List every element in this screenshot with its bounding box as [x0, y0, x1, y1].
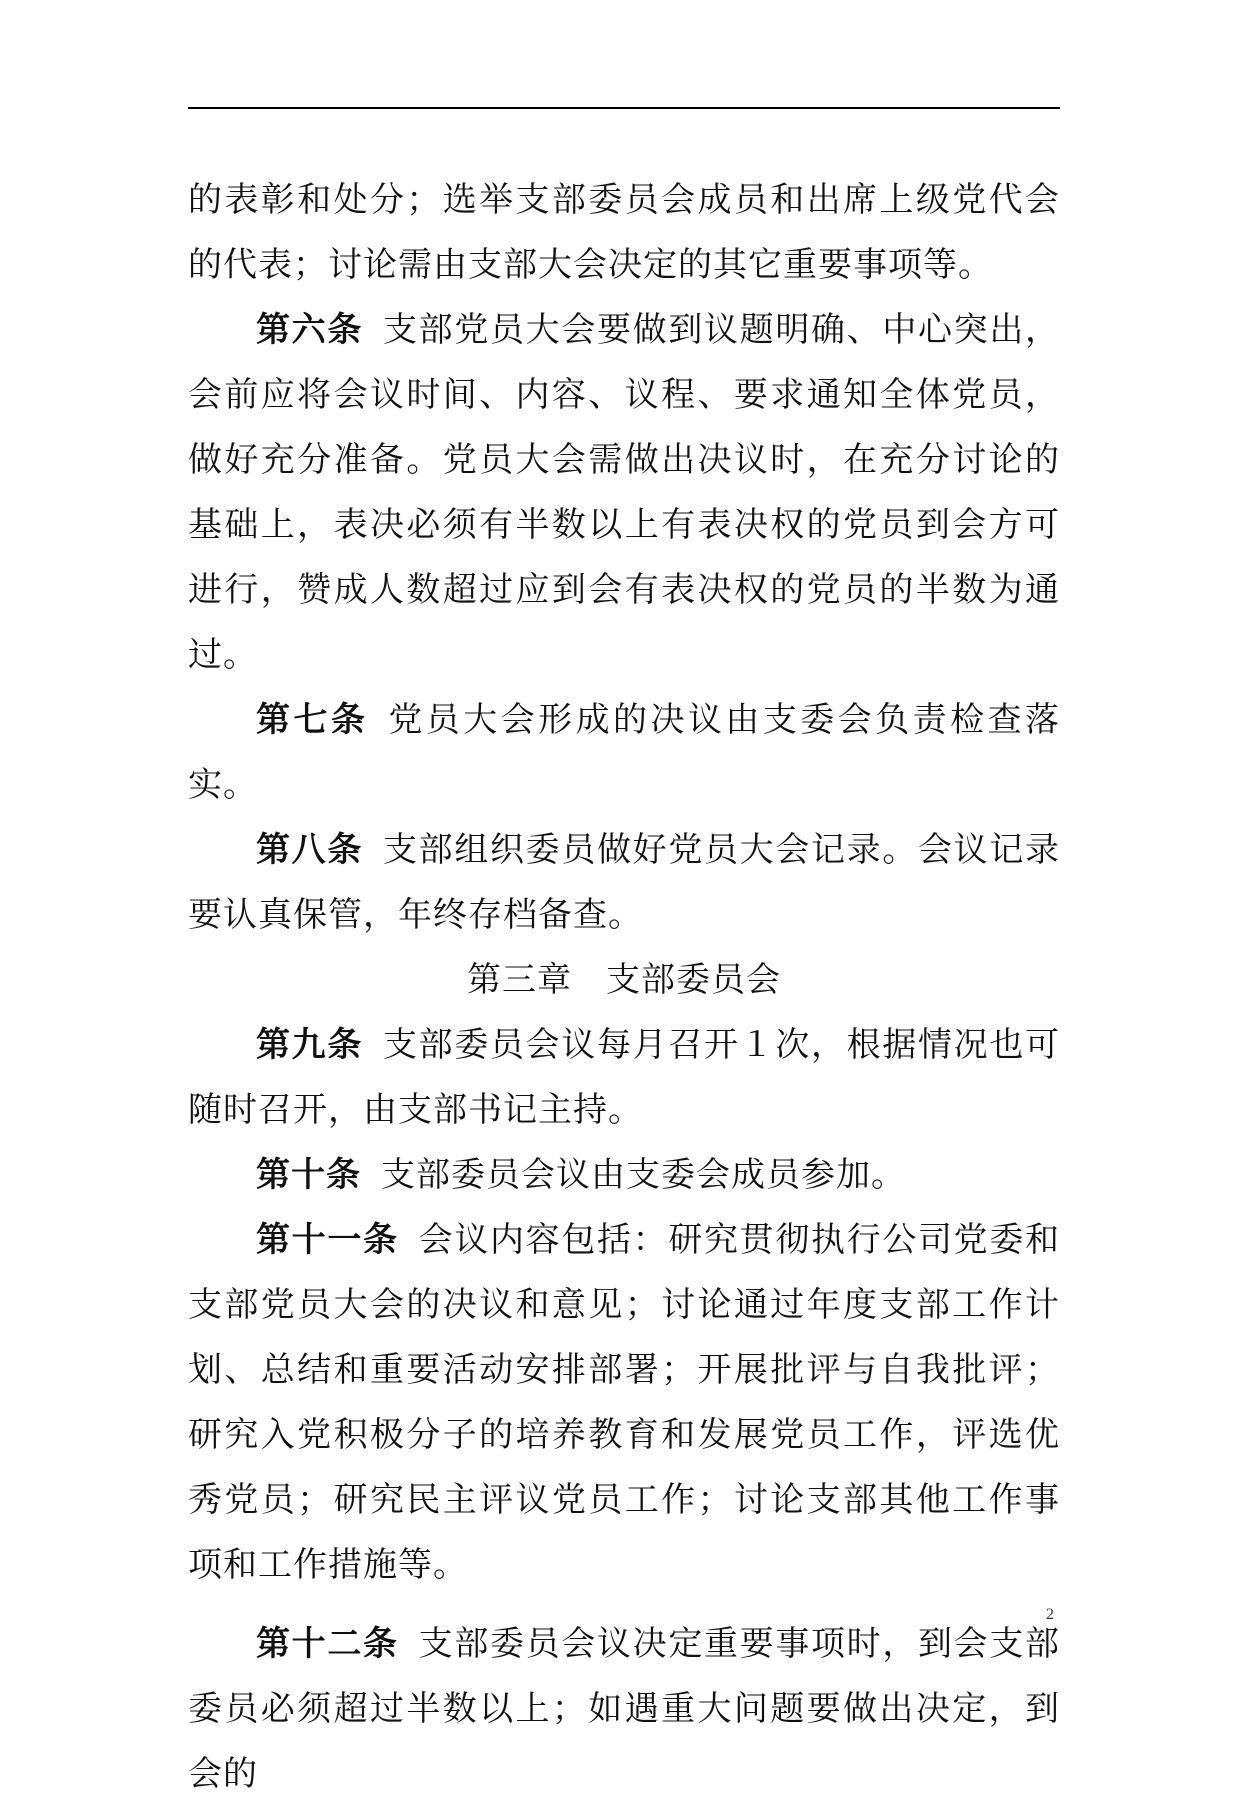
article-10	[188, 1143, 1060, 1208]
article-number: 第十二条	[256, 1624, 399, 1664]
article-6	[188, 298, 1060, 688]
article-9	[188, 1013, 1060, 1143]
article-number: 第七条	[256, 700, 369, 740]
header-rule	[188, 107, 1060, 109]
article-12	[188, 1612, 1060, 1807]
article-number: 第六条	[256, 310, 363, 350]
continuation-paragraph: 的表彰和处分；选举支部委员会成员和出席上级党代会的代表；讨论需由支部大会决定的其它重要事项等。	[188, 180, 1060, 285]
chapter-heading	[188, 948, 1060, 1013]
article-number: 第八条	[256, 830, 363, 870]
article-text: 会议内容包括：研究贯彻执行公司党委和支部党员大会的决议和意见；讨论通过年度支部工作计划、总结和重要活动安排部署；开展批评与自我批评；研究入党积极分子的培养教育和发展党员工作，评选优秀党员；研究民主评议党员工作；讨论支部其他工作事项和工作措施等。	[188, 1220, 1061, 1585]
chapter-number: 第三章	[467, 960, 572, 1000]
article-text: 党员大会形成的决议由支委会负责检查落实。	[188, 700, 1061, 805]
article-text: 支部委员会议决定重要事项时，到会支部委员必须超过半数以上；如遇重大问题要做出决定，到会的	[188, 1624, 1061, 1794]
article-number: 第九条	[256, 1025, 363, 1065]
page-number: 2	[1046, 1606, 1054, 1623]
article-number: 第十条	[256, 1155, 361, 1195]
article-text: 支部委员会议由支委会成员参加。	[381, 1155, 906, 1195]
article-7	[188, 688, 1060, 818]
article-text: 支部党员大会要做到议题明确、中心突出，会前应将会议时间、内容、议程、要求通知全体党员，做好充分准备。党员大会需做出决议时，在充分讨论的基础上，表决必须有半数以上有表决权的党员到会方可进行，赞成人数超过应到会有表决权的党员的半数为通过。	[188, 310, 1060, 675]
article-text: 支部委员会议每月召开１次，根据情况也可随时召开，由支部书记主持。	[188, 1025, 1060, 1130]
document-body	[188, 168, 1060, 1807]
chapter-title: 支部委员会	[606, 960, 781, 1000]
article-8	[188, 818, 1060, 948]
article-11	[188, 1208, 1060, 1598]
article-text: 支部组织委员做好党员大会记录。会议记录要认真保管，年终存档备查。	[188, 830, 1060, 935]
article-number: 第十一条	[256, 1220, 399, 1260]
